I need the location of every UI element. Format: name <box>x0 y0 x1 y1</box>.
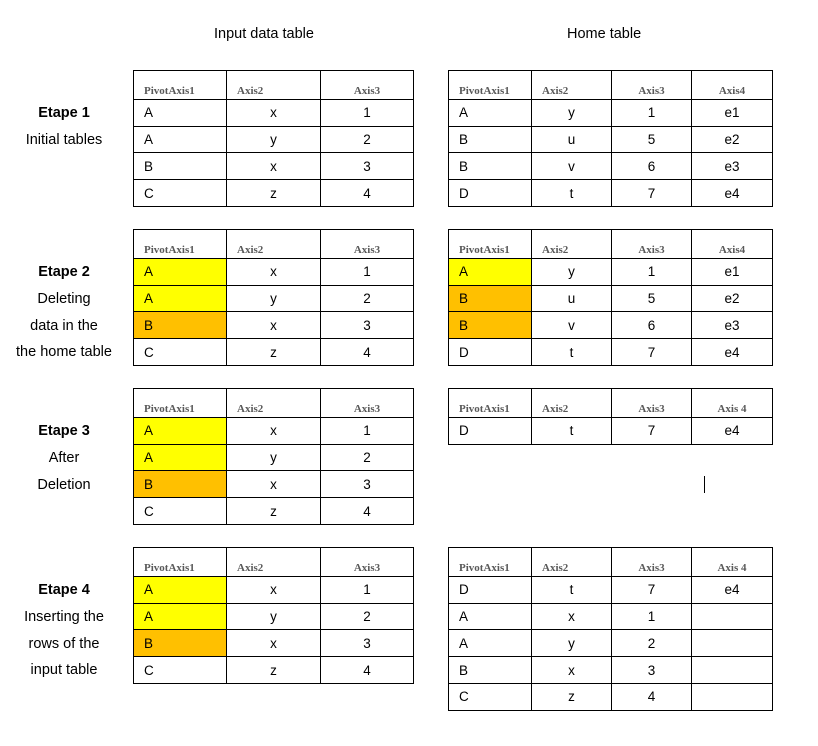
table-cell: 4 <box>321 657 414 684</box>
table-cell: 4 <box>612 683 692 710</box>
table-cell: t <box>532 576 612 603</box>
header-row <box>134 389 414 418</box>
table-cell: y <box>532 630 612 657</box>
table-row <box>134 180 414 207</box>
table-cell: A <box>134 126 227 153</box>
column-header: PivotAxis1 <box>449 230 532 259</box>
table-cell: B <box>449 657 532 684</box>
stage-description: data in the <box>30 317 98 334</box>
table-cell: y <box>227 603 321 630</box>
table-row <box>449 657 773 684</box>
table-cell: u <box>532 285 612 312</box>
table-cell: B <box>449 285 532 312</box>
table-cell: D <box>449 180 532 207</box>
table-cell: C <box>134 180 227 207</box>
table-cell: 1 <box>612 258 692 285</box>
stage-name: Etape 4 <box>38 582 90 598</box>
table-row <box>449 312 773 339</box>
table-cell: e4 <box>692 180 773 207</box>
column-header: Axis 4 <box>692 389 773 418</box>
table-cell: x <box>227 630 321 657</box>
table-cell: B <box>134 471 227 498</box>
column-header: Axis3 <box>321 389 414 418</box>
column-header: Axis3 <box>612 548 692 577</box>
table-cell: e4 <box>692 576 773 603</box>
table-cell: e4 <box>692 339 773 366</box>
stage-description: input table <box>30 662 98 679</box>
stage-name: Etape 2 <box>38 264 90 280</box>
table-cell: 2 <box>321 285 414 312</box>
table-cell: B <box>449 153 532 180</box>
table-cell: 3 <box>321 630 414 657</box>
table-cell: 1 <box>321 258 414 285</box>
table-cell: A <box>449 603 532 630</box>
stage-label <box>0 577 128 684</box>
stage-description: rows of the <box>28 635 100 652</box>
column-header: Axis3 <box>321 230 414 259</box>
table-cell: A <box>134 444 227 471</box>
table-row <box>449 258 773 285</box>
column-header: PivotAxis1 <box>134 71 227 100</box>
header-row <box>449 548 773 577</box>
table-row <box>134 258 414 285</box>
table-row <box>449 339 773 366</box>
table-cell: 1 <box>321 576 414 603</box>
input-table <box>133 70 414 207</box>
column-header: PivotAxis1 <box>134 230 227 259</box>
table-cell: 4 <box>321 339 414 366</box>
column-header: Axis2 <box>227 389 321 418</box>
table-cell: z <box>227 180 321 207</box>
table-cell: 5 <box>612 285 692 312</box>
table-cell: C <box>134 657 227 684</box>
table-cell: 4 <box>321 498 414 525</box>
table-cell: D <box>449 339 532 366</box>
table-cell: D <box>449 417 532 444</box>
column-header: Axis3 <box>612 230 692 259</box>
table-cell: e2 <box>692 285 773 312</box>
table-row <box>134 312 414 339</box>
stage-name: Etape 3 <box>38 423 90 439</box>
column-header: PivotAxis1 <box>134 389 227 418</box>
table-row <box>449 285 773 312</box>
text-cursor <box>704 476 705 493</box>
stage-description: Deletion <box>37 476 91 493</box>
column-header: PivotAxis1 <box>449 71 532 100</box>
column-header: Axis3 <box>612 389 692 418</box>
table-cell: z <box>532 683 612 710</box>
table-cell: e3 <box>692 312 773 339</box>
table-row <box>134 99 414 126</box>
table-cell: t <box>532 417 612 444</box>
table-cell: 7 <box>612 339 692 366</box>
table-row <box>134 603 414 630</box>
table-cell: x <box>227 312 321 339</box>
column-header: Axis4 <box>692 230 773 259</box>
table-row <box>134 339 414 366</box>
table-row <box>134 126 414 153</box>
table-cell: 4 <box>321 180 414 207</box>
table-cell: A <box>449 99 532 126</box>
column-header: Axis2 <box>227 230 321 259</box>
table-cell: 2 <box>321 603 414 630</box>
column-header: Axis2 <box>532 548 612 577</box>
table-row <box>449 603 773 630</box>
column-header: PivotAxis1 <box>449 548 532 577</box>
table-cell: 1 <box>321 99 414 126</box>
input-table-title: Input data table <box>214 26 314 42</box>
home-table <box>448 229 773 366</box>
table-row <box>449 576 773 603</box>
stage-description: Inserting the <box>24 608 104 625</box>
table-cell: t <box>532 180 612 207</box>
table-row <box>134 153 414 180</box>
stage-name: Etape 1 <box>38 105 90 121</box>
home-table-title: Home table <box>567 26 642 42</box>
table-cell: x <box>227 153 321 180</box>
column-header: Axis3 <box>612 71 692 100</box>
header-row <box>134 71 414 100</box>
column-header: Axis2 <box>532 71 612 100</box>
table-cell: 7 <box>612 576 692 603</box>
stage-description: Deleting <box>37 290 91 307</box>
column-header: PivotAxis1 <box>449 389 532 418</box>
table-cell <box>692 603 773 630</box>
table-cell: x <box>227 417 321 444</box>
table-cell: A <box>134 258 227 285</box>
table-cell: 2 <box>321 126 414 153</box>
table-cell: 3 <box>321 471 414 498</box>
table-row <box>134 630 414 657</box>
table-row <box>134 444 414 471</box>
table-cell: x <box>227 99 321 126</box>
table-cell: e4 <box>692 417 773 444</box>
column-header: Axis2 <box>532 389 612 418</box>
column-header: PivotAxis1 <box>134 548 227 577</box>
table-row <box>449 630 773 657</box>
header-row <box>449 389 773 418</box>
stage-description: the home table <box>16 344 112 361</box>
column-header: Axis2 <box>532 230 612 259</box>
table-cell: A <box>134 603 227 630</box>
table-cell: e1 <box>692 258 773 285</box>
table-cell: 7 <box>612 180 692 207</box>
table-row <box>134 498 414 525</box>
column-header: Axis3 <box>321 548 414 577</box>
table-cell: B <box>134 312 227 339</box>
table-row <box>449 683 773 710</box>
table-cell: 2 <box>612 630 692 657</box>
table-cell: x <box>532 657 612 684</box>
stage-label <box>0 418 128 498</box>
table-row <box>449 126 773 153</box>
table-cell: C <box>449 683 532 710</box>
table-cell: 6 <box>612 153 692 180</box>
table-cell: 7 <box>612 417 692 444</box>
table-cell: z <box>227 498 321 525</box>
table-row <box>134 576 414 603</box>
table-cell: y <box>532 99 612 126</box>
table-cell: z <box>227 339 321 366</box>
table-row <box>134 471 414 498</box>
input-table <box>133 229 414 366</box>
stage-description: After <box>48 449 80 466</box>
table-row <box>449 417 773 444</box>
column-header: Axis4 <box>692 71 773 100</box>
table-cell <box>692 683 773 710</box>
table-cell: 1 <box>321 417 414 444</box>
table-row <box>134 417 414 444</box>
column-header: Axis3 <box>321 71 414 100</box>
table-cell: C <box>134 498 227 525</box>
column-header: Axis2 <box>227 548 321 577</box>
table-cell: 6 <box>612 312 692 339</box>
home-table <box>448 70 773 207</box>
table-cell: e3 <box>692 153 773 180</box>
table-row <box>449 153 773 180</box>
table-cell: e1 <box>692 99 773 126</box>
table-row <box>134 285 414 312</box>
table-row <box>134 657 414 684</box>
home-table <box>448 388 773 445</box>
header-row <box>449 230 773 259</box>
table-cell: C <box>134 339 227 366</box>
table-cell: x <box>227 258 321 285</box>
header-row <box>134 230 414 259</box>
table-cell: 1 <box>612 99 692 126</box>
input-table <box>133 547 414 684</box>
table-cell: u <box>532 126 612 153</box>
table-cell: 1 <box>612 603 692 630</box>
table-cell: A <box>449 258 532 285</box>
stage-label <box>0 100 128 154</box>
table-cell: v <box>532 153 612 180</box>
table-cell <box>692 657 773 684</box>
table-cell: B <box>449 126 532 153</box>
table-cell: B <box>134 153 227 180</box>
table-cell: 5 <box>612 126 692 153</box>
table-cell: 3 <box>321 153 414 180</box>
table-cell: x <box>532 603 612 630</box>
table-cell: A <box>134 99 227 126</box>
table-cell: A <box>134 417 227 444</box>
table-cell: y <box>227 126 321 153</box>
table-cell: A <box>134 576 227 603</box>
header-row <box>449 71 773 100</box>
table-cell: B <box>134 630 227 657</box>
home-table <box>448 547 773 711</box>
table-row <box>449 99 773 126</box>
column-header: Axis2 <box>227 71 321 100</box>
table-cell: 3 <box>321 312 414 339</box>
column-header: Axis 4 <box>692 548 773 577</box>
table-cell <box>692 630 773 657</box>
table-row <box>449 180 773 207</box>
table-cell: e2 <box>692 126 773 153</box>
table-cell: A <box>449 630 532 657</box>
table-cell: y <box>227 285 321 312</box>
table-cell: t <box>532 339 612 366</box>
table-cell: 2 <box>321 444 414 471</box>
table-cell: z <box>227 657 321 684</box>
table-cell: D <box>449 576 532 603</box>
table-cell: x <box>227 576 321 603</box>
table-cell: y <box>532 258 612 285</box>
table-cell: v <box>532 312 612 339</box>
table-cell: B <box>449 312 532 339</box>
stage-description: Initial tables <box>25 131 103 148</box>
header-row <box>134 548 414 577</box>
table-cell: A <box>134 285 227 312</box>
input-table <box>133 388 414 525</box>
table-cell: x <box>227 471 321 498</box>
stage-label <box>0 259 128 366</box>
table-cell: 3 <box>612 657 692 684</box>
table-cell: y <box>227 444 321 471</box>
